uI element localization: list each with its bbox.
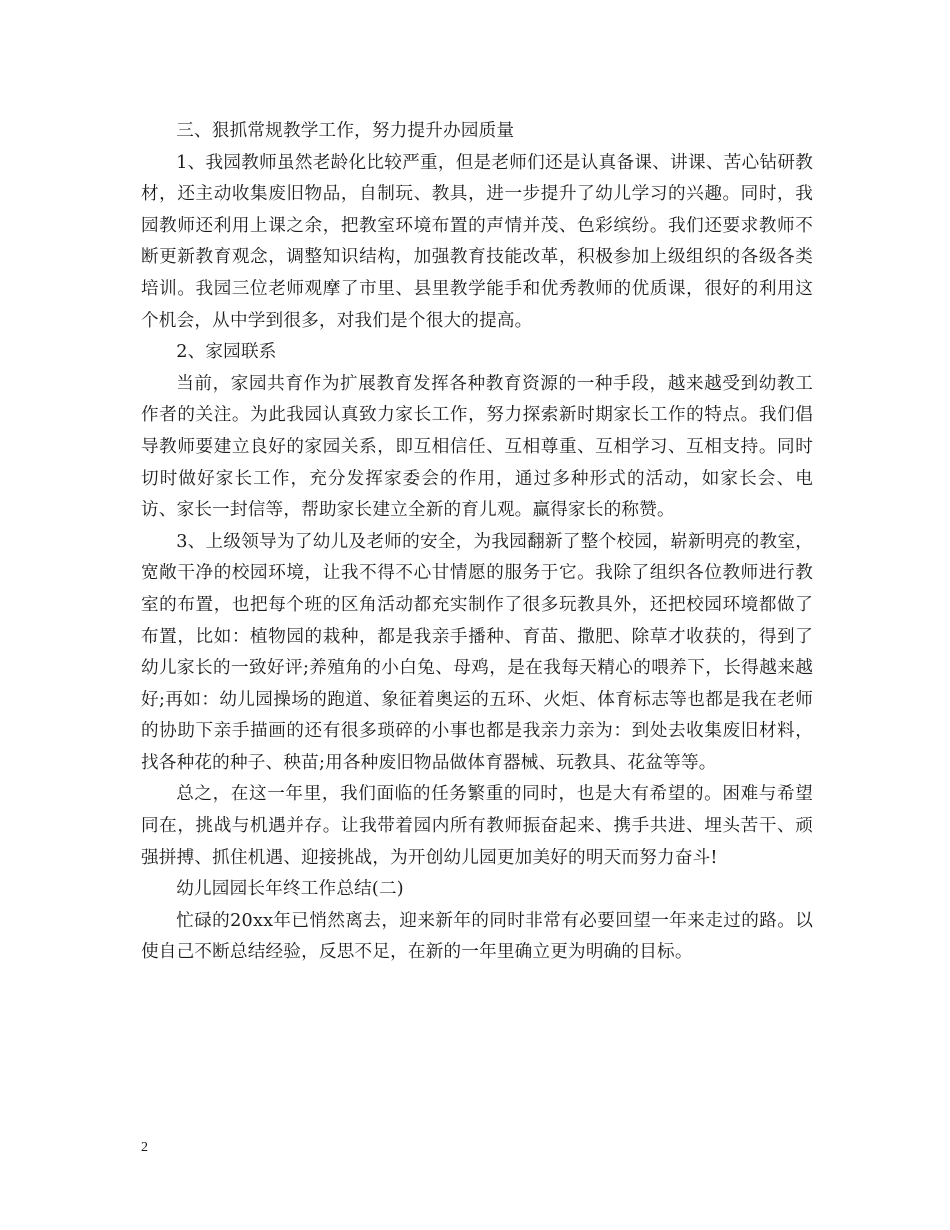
paragraph-teaching: 1、我园教师虽然老龄化比较严重，但是老师们还是认真备课、讲课、苦心钻研教材，还主动收集废旧物品，自制玩、教具，进一步提升了幼儿学习的兴趣。同时，我园教师还利用上课之余，把教室环境布置的声情并茂、色彩缤纷。我们还要求教师不断更新教育观念，调整知识结构，加强教育技能改革，积极参加上级组织的各级各类培训。我园三位老师观摩了市里、县里教学能手和优秀教师的优质课，很好的利用这个机会，从中学到很多，对我们是个很大的提高。 — [141, 152, 813, 331]
section-heading: 三、狠抓常规教学工作，努力提升办园质量 — [176, 121, 515, 141]
article-title-2: 幼儿园园长年终工作总结(二) — [176, 879, 404, 900]
subheading-home-school: 2、家园联系 — [176, 342, 277, 363]
paragraph-summary: 总之，在这一年里，我们面临的任务繁重的同时，也是大有希望的。困难与希望同在，挑战与机遇并存。让我带着园内所有教师振奋起来、携手共进、埋头苦干、顽强拼搏、抓住机遇、迎接挑战，为开创幼儿园更加美好的明天而努力奋斗! — [141, 784, 813, 868]
page-number: 2 — [141, 1140, 148, 1155]
paragraph-intro-2: 忙碌的20xx年已悄然离去，迎来新年的同时非常有必要回望一年来走过的路。以使自己不断总结经验，反思不足，在新的一年里确立更为明确的目标。 — [141, 910, 813, 963]
paragraph-home-school: 当前，家园共育作为扩展教育发挥各种教育资源的一种手段，越来越受到幼教工作者的关注。为此我园认真致力家长工作，努力探索新时期家长工作的特点。我们倡导教师要建立良好的家园关系，即互相信任、互相尊重、互相学习、互相支持。同时切时做好家长工作，充分发挥家委会的作用，通过多种形式的活动，如家长会、电访、家长一封信等，帮助家长建立全新的育儿观。赢得家长的称赞。 — [141, 373, 813, 521]
document-body — [141, 116, 813, 969]
paragraph-campus: 3、上级领导为了幼儿及老师的安全，为我园翻新了整个校园，崭新明亮的教室，宽敞干净的校园环境，让我不得不心甘情愿的服务于它。我除了组织各位教师进行教室的布置，也把每个班的区角活动都充实制作了很多玩教具外，还把校园环境都做了布置，比如：植物园的栽种，都是我亲手播种、育苗、撒肥、除草才收获的，得到了幼儿家长的一致好评;养殖角的小白兔、母鸡，是在我每天精心的喂养下，长得越来越好;再如：幼儿园操场的跑道、象征着奥运的五环、火炬、体育标志等也都是我在老师的协助下亲手描画的还有很多琐碎的小事也都是我亲力亲为：到处去收集废旧材料，找各种花的种子、秧苗;用各种废旧物品做体育器械、玩教具、花盆等等。 — [141, 531, 813, 773]
